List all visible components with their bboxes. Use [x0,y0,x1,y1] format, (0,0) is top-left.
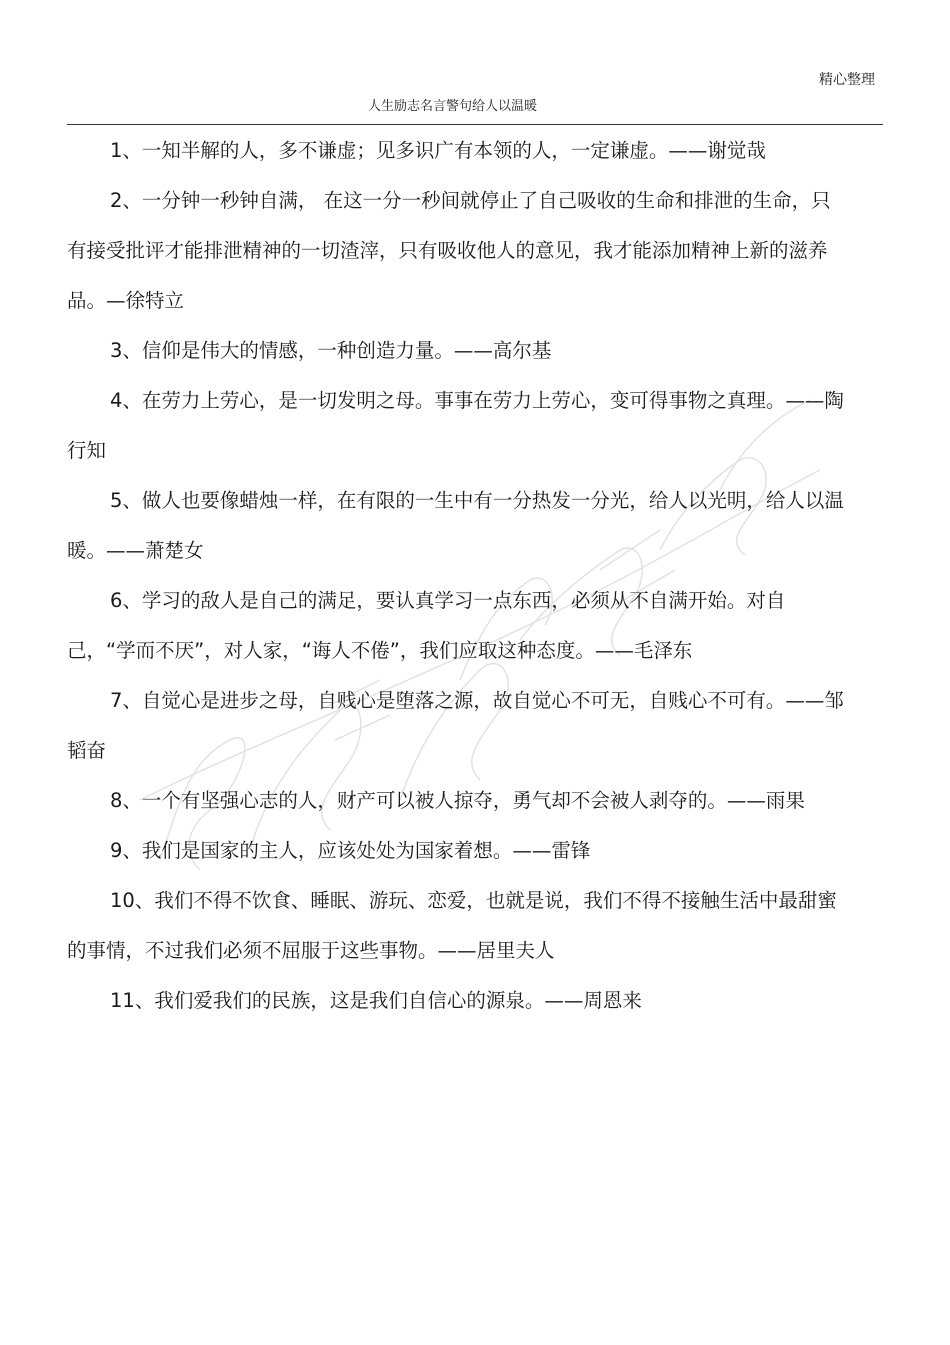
quote-item: 9、我们是国家的主人，应该处处为国家着想。——雷锋 [110,839,591,862]
quote-item: 11、我们爱我们的民族，这是我们自信心的源泉。——周恩来 [110,989,642,1012]
quote-item: 6、学习的敌人是自己的满足，要认真学习一点东西，必须从不自满开始。对自己，“学而不厌”，对人家，“诲人不倦”，我们应取这种态度。——毛泽东 [67,589,786,662]
header-divider [67,124,883,125]
quote-item: 4、在劳力上劳心，是一切发明之母。事事在劳力上劳心，变可得事物之真理。——陶行知 [67,389,844,462]
quote-item: 8、一个有坚强心志的人，财产可以被人掠夺，勇气却不会被人剥夺的。——雨果 [110,789,805,812]
quote-item: 1、一知半解的人，多不谦虚；见多识广有本领的人，一定谦虚。——谢觉哉 [110,139,766,162]
quote-item: 10、我们不得不饮食、睡眠、游玩、恋爱，也就是说，我们不得不接触生活中最甜蜜的事情，不过我们必须不屈服于这些事物。——居里夫人 [67,889,837,962]
quote-list [67,126,845,1026]
quote-item: 7、自觉心是进步之母，自贱心是堕落之源，故自觉心不可无，自贱心不可有。——邹韬奋 [67,689,844,762]
quote-item: 5、做人也要像蜡烛一样，在有限的一生中有一分热发一分光，给人以光明，给人以温暖。——萧楚女 [67,489,844,562]
quote-item: 2、一分钟一秒钟自满， 在这一分一秒间就停止了自己吸收的生命和排泄的生命，只有接受批评才能排泄精神的一切渣滓，只有吸收他人的意见，我才能添加精神上新的滋养品。—徐特立 [67,189,831,312]
corner-label: 精心整理 [819,72,875,88]
quote-item: 3、信仰是伟大的情感，一种创造力量。——高尔基 [110,339,552,362]
page-header-title: 人生励志名言警句给人以温暖 [368,99,538,114]
